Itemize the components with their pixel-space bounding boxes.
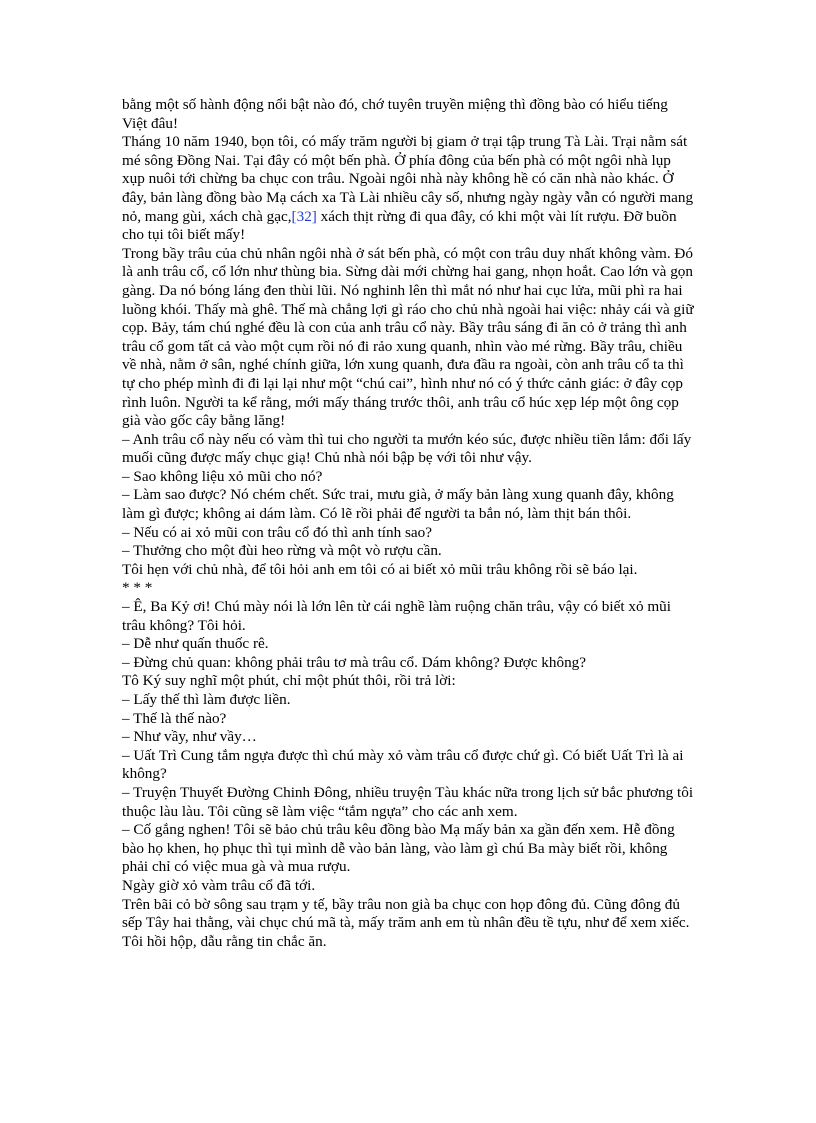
paragraph: Ngày giờ xỏ vàm trâu cổ đã tới. — [122, 876, 316, 894]
dialogue-line: – Như vầy, như vầy… — [122, 728, 257, 746]
section-separator: * * * — [122, 579, 153, 597]
dialogue-line: – Anh trâu cổ này nếu có vàm thì tui cho người ta mướn kéo súc, được nhiều tiền lắm: đổi lấy muối cũng được mấy chục giạ! Chủ nhà nói bập bẹ với tôi như vậy. — [122, 430, 692, 467]
paragraph: Trên bãi cỏ bờ sông sau trạm y tế, bầy trâu non già ba chục con họp đông đủ. Cũng đông đủ sếp Tây hai thằng, vài chục chú mã tà, mấy trăm anh em tù nhân đều tề tựu, như để xem xiếc. — [122, 895, 690, 932]
paragraph: Tôi hẹn với chủ nhà, để tôi hỏi anh em tôi có ai biết xỏ mũi trâu không rồi sẽ báo lại. — [122, 560, 638, 578]
dialogue-line: – Ê, Ba Kỷ ơi! Chú mày nói là lớn lên từ cái nghề làm ruộng chăn trâu, vậy có biết xỏ mũi trâu không? Tôi hỏi. — [122, 598, 671, 634]
dialogue-line: – Dễ như quấn thuốc rê. — [122, 635, 269, 653]
dialogue-line: – Nếu có ai xỏ mũi con trâu cổ đó thì anh tính sao? — [122, 523, 433, 541]
paragraph: Tô Ký suy nghĩ một phút, chỉ một phút thôi, rồi trả lời: — [122, 672, 456, 690]
document-page — [122, 96, 694, 951]
dialogue-line: – Làm sao được? Nó chém chết. Sức trai, mưu già, ở mấy bản làng xung quanh đây, không làm gì được; không ai dám làm. Có lẽ rồi phải để người ta bắn nó, làm thịt bán thôi. — [122, 486, 674, 523]
paragraph: Tôi hồi hộp, dẫu rằng tin chắc ăn. — [122, 932, 327, 950]
dialogue-line: – Cố gắng nghen! Tôi sẽ bảo chủ trâu kêu đồng bào Mạ mấy bản xa gần đến xem. Hễ đồng bào họ khen, họ phục thì tụi mình dễ vào bản làng, vào làm gì chú Ba mày biết rồi, không phải chỉ có việc mua gà và mua rượu. — [122, 821, 675, 876]
paragraph — [122, 133, 694, 245]
dialogue-line: – Đừng chủ quan: không phải trâu tơ mà trâu cổ. Dám không? Được không? — [122, 653, 586, 671]
dialogue-line: – Thưởng cho một đùi heo rừng và một vò rượu cần. — [122, 542, 442, 560]
footnote-reference-link[interactable]: [32] — [291, 207, 317, 225]
paragraph: bằng một số hành động nổi bật nào đó, chớ tuyên truyền miệng thì đồng bào có hiểu tiếng Việt đâu! — [122, 96, 668, 132]
dialogue-line: – Thế là thế nào? — [122, 709, 227, 727]
paragraph-text: Tháng 10 năm 1940, bọn tôi, có mấy trăm người bị giam ở trại tập trung Tà Lài. Trại nằm sát mé sông Đồng Nai. Tại đây có một bến phà. Ở phía đông của bến phà có một ngôi nhà lụp xụp nuôi tới chừng ba chục con trâu. Ngoài ngôi nhà này không hề có căn nhà nào khác. Ở đây, bản làng đồng bào Mạ cách xa Tà Lài nhiều cây số, nhưng ngày ngày vẫn có người mang nỏ, mang gùi, xách chà gạc, — [122, 133, 694, 225]
dialogue-line: – Sao không liệu xỏ mũi cho nó? — [122, 467, 323, 485]
dialogue-line: – Truyện Thuyết Đường Chinh Đông, nhiều truyện Tàu khác nữa trong lịch sử bắc phương tôi thuộc làu làu. Tôi cũng sẽ làm việc “tắm ngựa” cho các anh xem. — [122, 783, 694, 820]
dialogue-line: – Lấy thế thì làm được liền. — [122, 691, 291, 708]
paragraph-text: xách thịt rừng đi qua đây, có khi một vài lít rượu. Đỡ buồn cho tụi tôi biết mấy! — [122, 207, 677, 244]
dialogue-line: – Uất Trì Cung tắm ngựa được thì chú mày xỏ vàm trâu cổ được chứ gì. Có biết Uất Trì là ai không? — [122, 746, 684, 783]
paragraph: Trong bầy trâu của chủ nhân ngôi nhà ở sát bến phà, có một con trâu duy nhất không vàm. Đó là anh trâu cổ, cổ lớn như thùng bia. Sừng dài mới chừng hai gang, nhọn hoắt. Cao lớn và gọn gàng. Da nó bóng láng đen thùi lũi. Nó nghinh lên thì mắt nó như hai cục lửa, mũi phì ra hai luồng khói. Thấy mà ghê. Thế mà chẳng lợi gì ráo cho chủ nhà ngoài hai việc: nhảy cái và giữ cọp. Bảy, tám chú nghé đều là con của anh trâu cổ này. Bầy trâu sáng đi ăn cỏ ở trảng thì anh trâu cổ gom tất cả vào một cụm rồi nó đi rảo xung quanh, nhìn vào mé rừng. Bầy trâu, chiều về nhà, nằm ở sân, nghé chính giữa, lớn xung quanh, đưa đầu ra ngoài, còn anh trâu cổ ta thì tự cho phép mình đi đi lại lại như một “chú cai”, hình như nó có ý thức cảnh giác: ở đây cọp rình luôn. Người ta kể rằng, mới mấy tháng trước thôi, anh trâu cổ húc xẹp lép một ông cọp già vào gốc cây bằng lăng! — [122, 244, 694, 430]
